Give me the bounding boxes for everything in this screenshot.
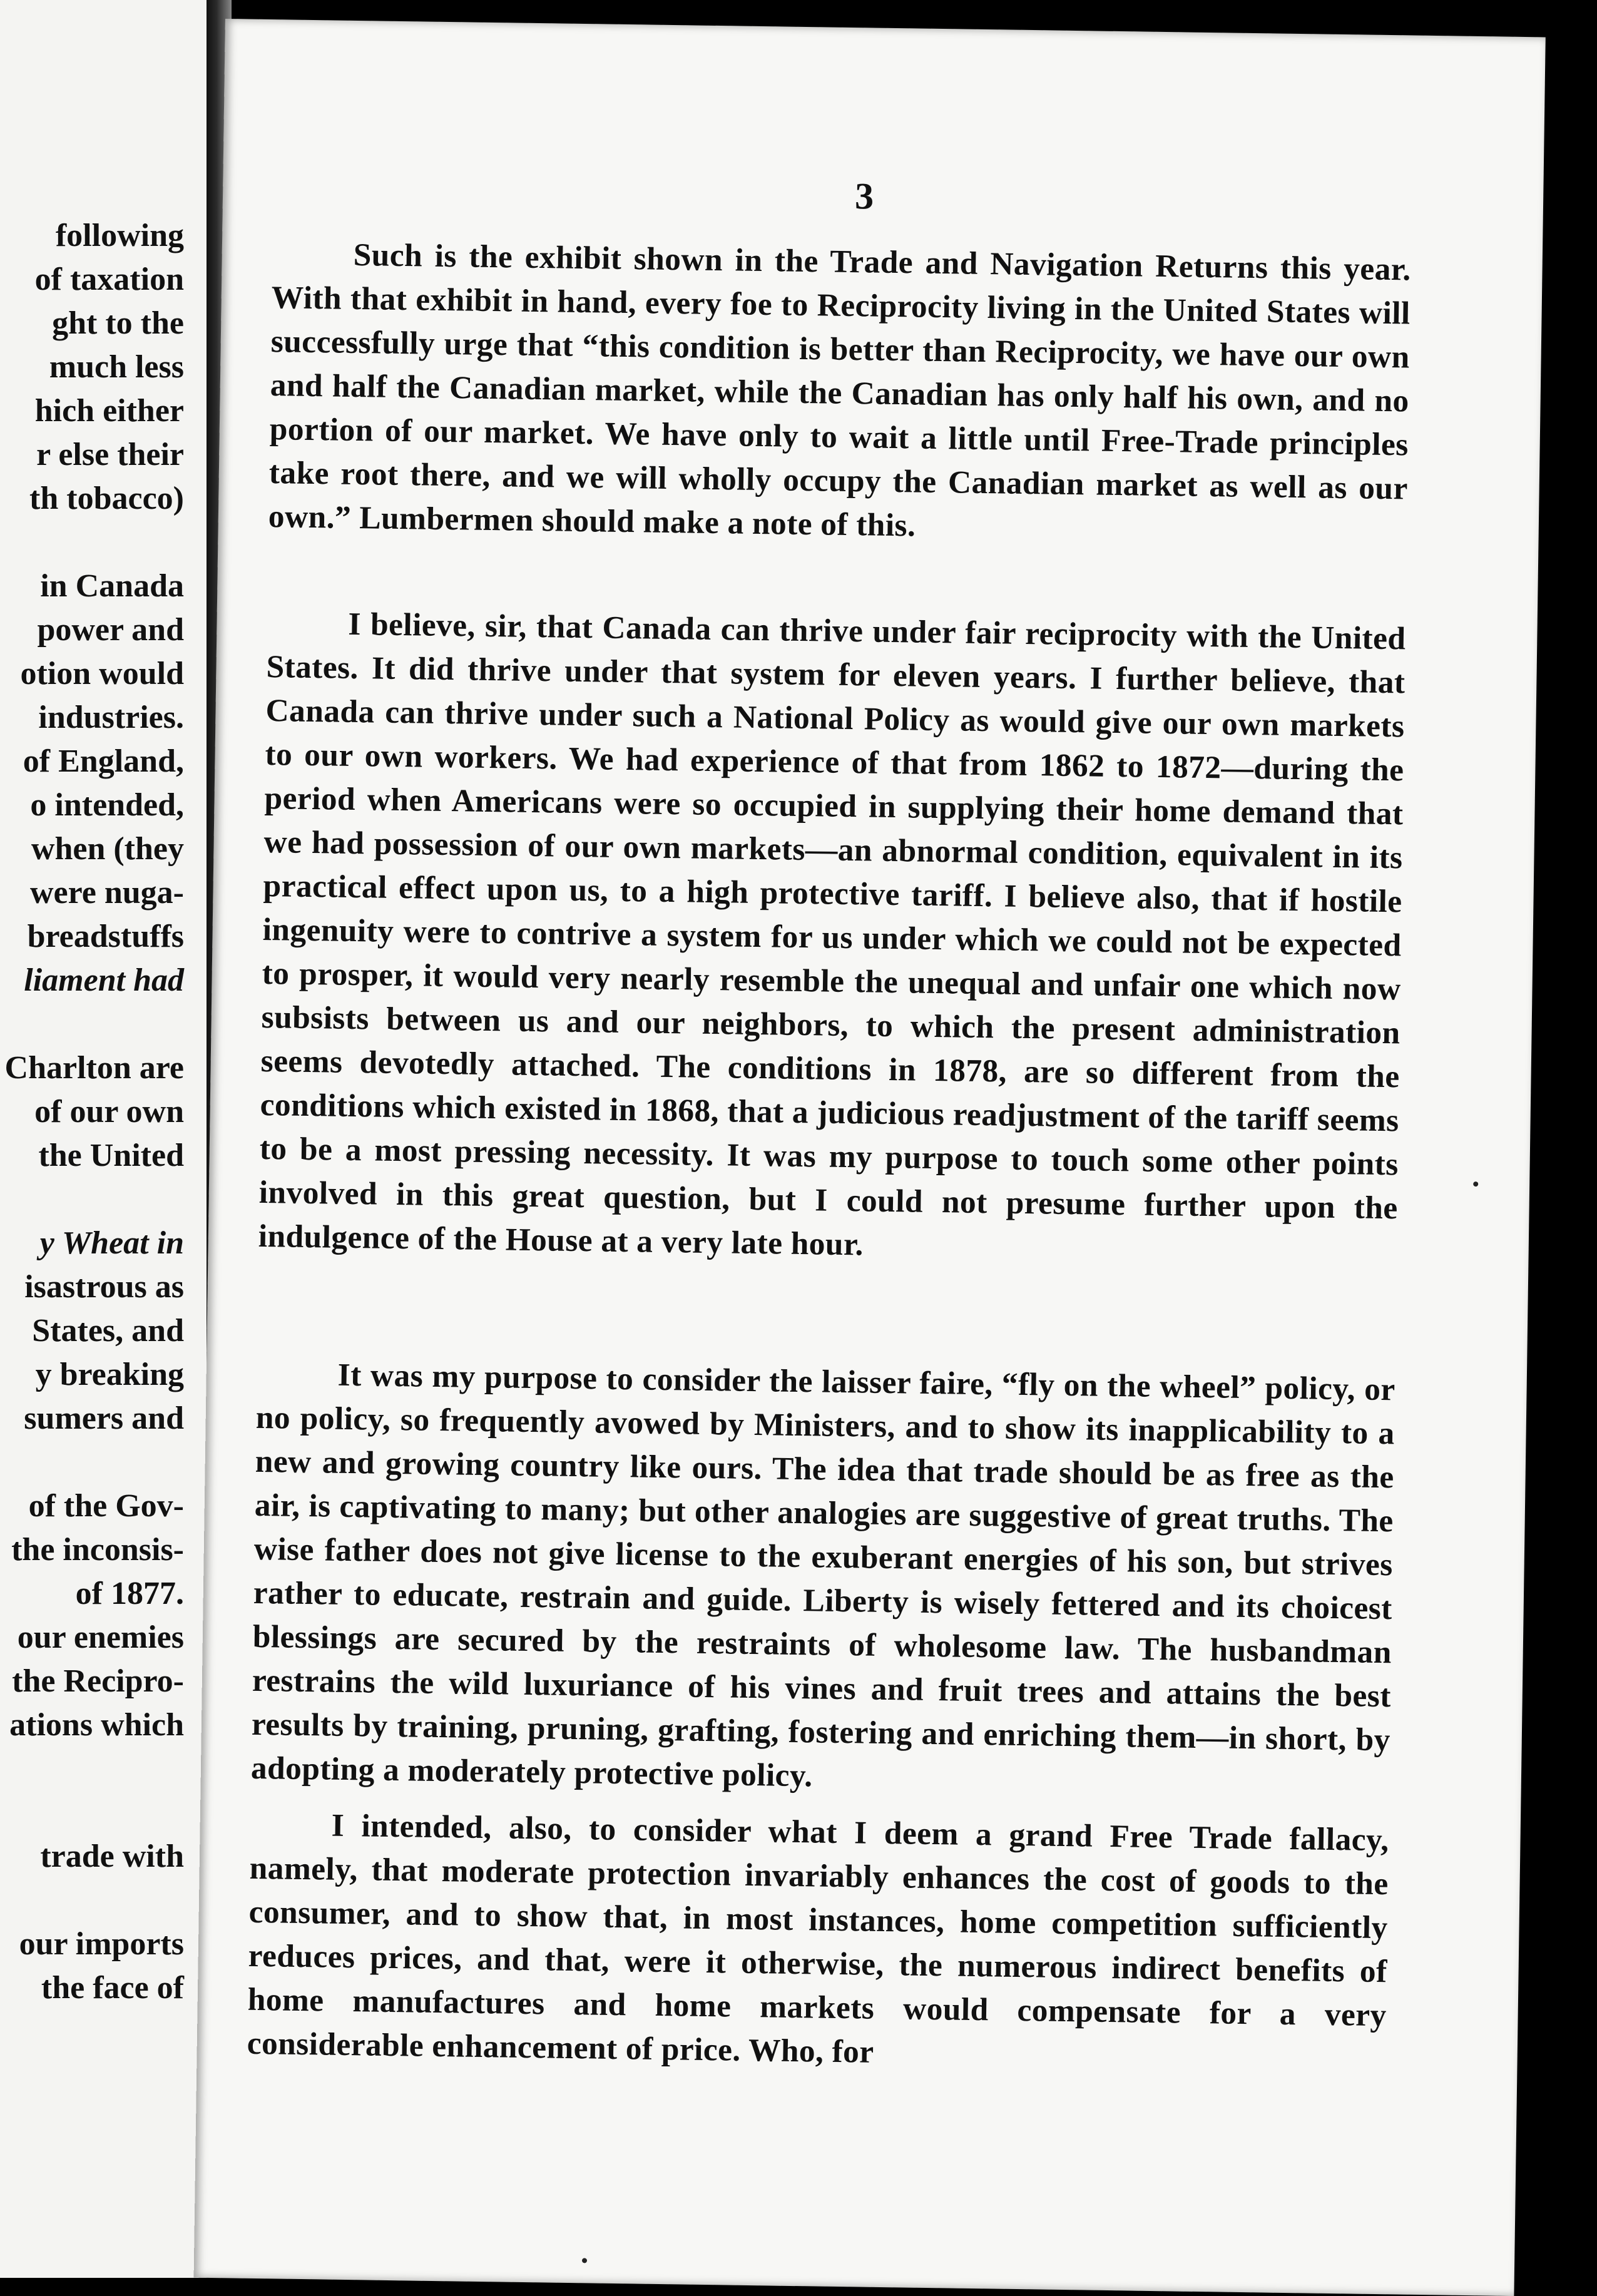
left-page-line: of England, xyxy=(23,743,184,779)
left-page-line: of 1877. xyxy=(75,1576,184,1611)
left-page-line: sumers and xyxy=(24,1401,184,1436)
left-facing-page xyxy=(0,0,207,2278)
left-page-line: Charlton are xyxy=(4,1050,184,1086)
left-page-line: r else their xyxy=(36,437,184,472)
left-page-line: were nuga- xyxy=(29,875,184,911)
left-page-line: liament had xyxy=(24,962,184,998)
left-page-line: the inconsis- xyxy=(11,1532,184,1568)
left-page-line: isastrous as xyxy=(24,1269,184,1305)
left-page-line: States, and xyxy=(32,1313,184,1349)
paragraph-text: It was my purpose to consider the laisser faire, “fly on the wheel” policy, or no policy, so frequently avowed by Ministers, and to show its inapplicability to a new and growing country like ours. The idea that trade should be as free as the air, is captivating to many; but other analogies are suggestive of great truths. The wise father does not give license to the exuberant energies of his son, but strives rather to educate, restrain and guide. Liberty is wisely fettered and its choicest blessings are secured by the restraints of wholesome law. The husbandman restrains the wild luxuriance of his vines and fruit trees and attains the best results by training, pruning, grafting, fostering and enriching them—in short, by adopting a moderately protective policy. xyxy=(250,1357,1395,1794)
left-page-line: o intended, xyxy=(30,787,184,823)
ink-speck xyxy=(582,2258,587,2263)
left-page-line: our enemies xyxy=(17,1620,184,1655)
left-page-line: breadstuffs xyxy=(27,919,184,954)
left-page-line: ght to the xyxy=(52,305,184,341)
left-page-line: industries. xyxy=(38,700,184,735)
left-page-line: ations which xyxy=(9,1707,184,1743)
page-number: 3 xyxy=(854,175,874,217)
left-page-line: the United xyxy=(38,1138,184,1173)
paragraph-trade-returns xyxy=(268,232,1411,554)
left-page-line: hich either xyxy=(34,393,184,429)
paragraph-text: I intended, also, to consider what I deem a grand Free Trade fallacy, namely, that moderate protection invariably enhances the cost of goods to the consumer, and to show that, in most instances, home competition sufficiently reduces prices, and that, were it otherwise, the numerous indirect benefits of home manufactures and home markets would compensate for a very considerable enhancement of price. Who, for xyxy=(247,1807,1389,2070)
left-page-line: when (they xyxy=(31,831,184,867)
left-page-line: much less xyxy=(49,349,184,385)
left-page-line: the Recipro- xyxy=(12,1663,184,1699)
paragraph-reciprocity xyxy=(258,601,1406,1274)
left-page-line: of the Gov- xyxy=(28,1488,184,1524)
main-page xyxy=(194,19,1546,2296)
left-page-line: the face of xyxy=(41,1970,184,2006)
left-page-line: following xyxy=(55,218,184,253)
left-page-line: in Canada xyxy=(40,568,184,604)
paragraph-laisser-faire xyxy=(250,1352,1395,1806)
left-page-line: y breaking xyxy=(35,1357,184,1392)
paragraph-text: Such is the exhibit shown in the Trade and Navigation Returns this year. With that exhibit in hand, every foe to Reciprocity living in the United States will successfully urge that “this condition is better than Reciprocity, we have our own and half the Canadian market, while the Canadian has only half his own, and no portion of our market. We have only to wait a little until Free-Trade principles take root there, and we will wholly occupy the Canadian market as well as our own.” Lumbermen should make a note of this. xyxy=(268,237,1411,544)
paragraph-free-trade-fallacy xyxy=(247,1803,1389,2081)
left-page-line: otion would xyxy=(20,656,184,691)
left-page-line: y Wheat in xyxy=(39,1225,184,1261)
left-page-line: of taxation xyxy=(34,262,184,297)
left-page-line: power and xyxy=(37,612,184,648)
left-page-line: th tobacco) xyxy=(29,481,184,516)
ink-speck xyxy=(1473,1181,1478,1186)
left-page-line: of our own xyxy=(34,1094,184,1130)
paragraph-text: I believe, sir, that Canada can thrive under fair reciprocity with the United States. It did thrive under that system for eleven years. I further believe, that Canada can thrive under such a National Policy as would give our own markets to our own workers. We had experience of that from 1862 to 1872—during the period when Americans were so occupied in supplying their home demand that we had possession of our own markets—an abnormal condition, equivalent in its practical effect upon us, to a high protective tariff. I believe also, that if hostile ingenuity were to contrive a system for us under which we could not be expected to prosper, it would very nearly resemble the unequal and unfair one which now subsists between us and our neighbors, to which the present administration seems devotedly attached. The conditions in 1878, are so different from the conditions which existed in 1868, that a judicious readjustment of the tariff seems to be a most pressing necessity. It was my purpose to touch some other points involved in this great question, but I could not presume further upon the indulgence of the House at a very late hour. xyxy=(258,606,1406,1263)
left-page-line: our imports xyxy=(19,1926,184,1962)
left-page-line: trade with xyxy=(40,1839,184,1874)
